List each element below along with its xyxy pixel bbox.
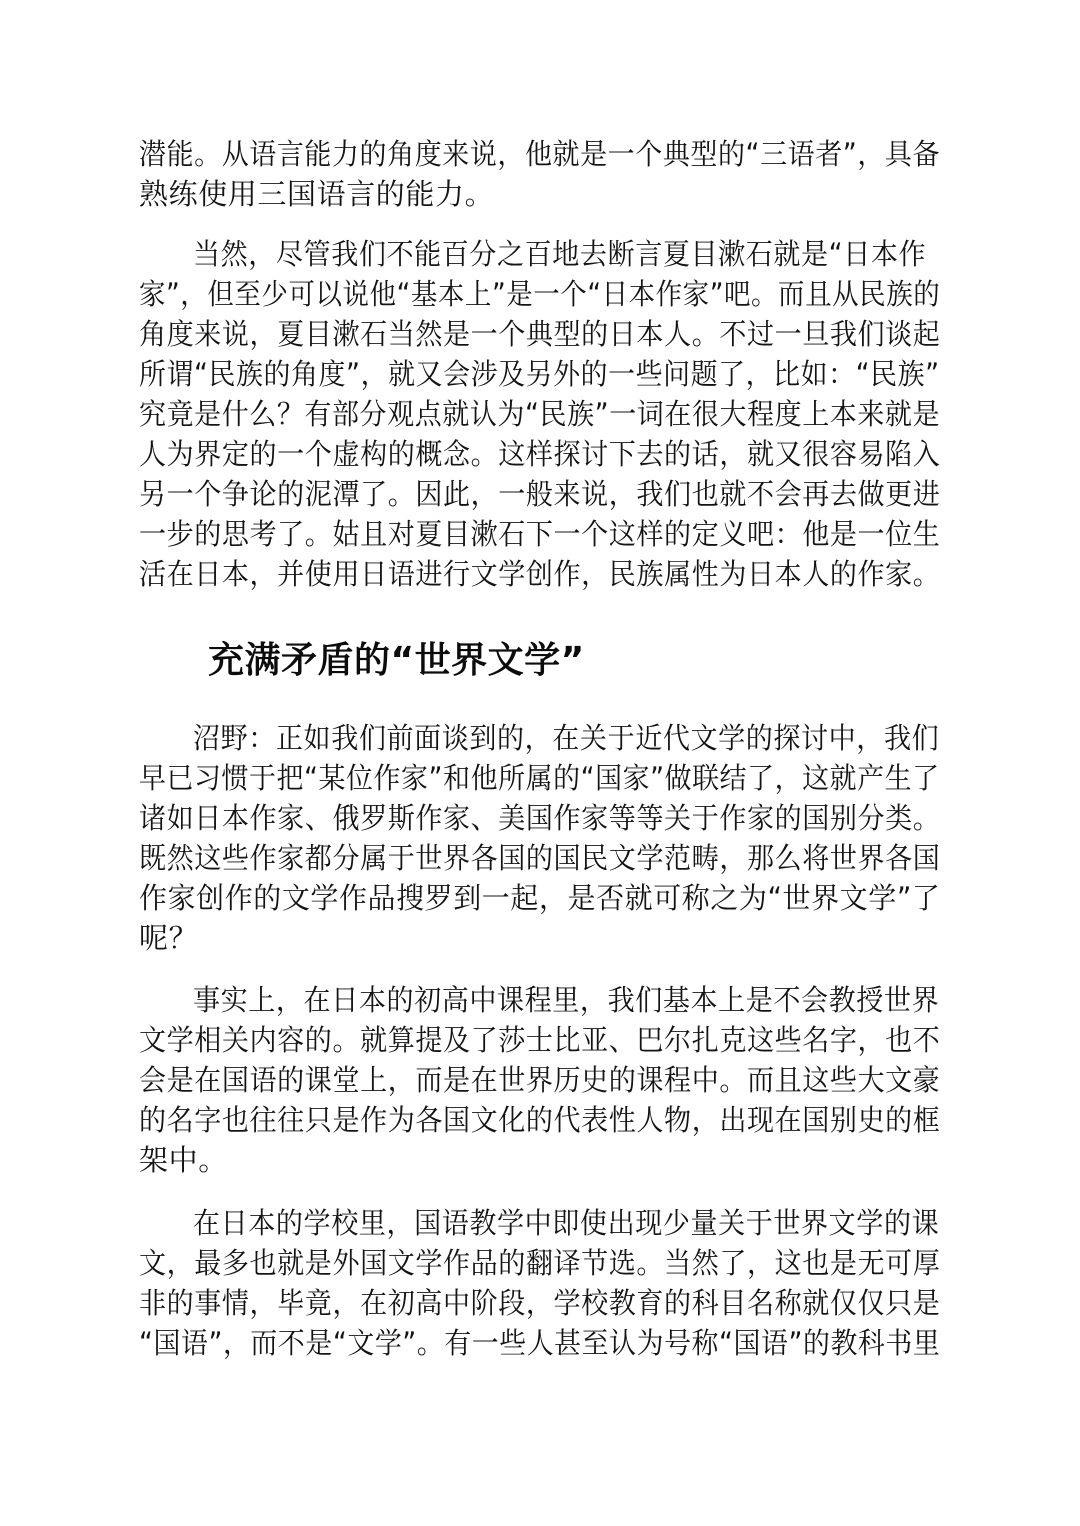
paragraph-5-line: 非的事情，毕竟，在初高中阶段，学校教育的科目名称就仅仅只是 bbox=[139, 1286, 941, 1320]
paragraph-2-line: 活在日本，并使用日语进行文学创作，民族属性为日本人的作家。 bbox=[139, 557, 941, 591]
paragraph-2-line: 角度来说，夏目漱石当然是一个典型的日本人。不过一旦我们谈起 bbox=[139, 317, 941, 351]
paragraph-4-line: 的名字也往往只是作为各国文化的代表性人物，出现在国别史的框 bbox=[139, 1103, 941, 1137]
paragraph-4-line: 文学相关内容的。就算提及了莎士比亚、巴尔扎克这些名字，也不 bbox=[139, 1023, 941, 1057]
paragraph-4-line: 会是在国语的课堂上，而是在世界历史的课程中。而且这些大文豪 bbox=[139, 1063, 941, 1097]
paragraph-5-line: “国语”，而不是“文学”。有一些人甚至认为号称“国语”的教科书里 bbox=[139, 1326, 941, 1360]
paragraph-1-line: 潜能。从语言能力的角度来说，他就是一个典型的“三语者”，具备 bbox=[139, 137, 941, 171]
paragraph-3-line: 既然这些作家都分属于世界各国的国民文学范畴，那么将世界各国 bbox=[139, 841, 941, 875]
paragraph-3-line: 早已习惯于把“某位作家”和他所属的“国家”做联结了，这就产生了 bbox=[139, 761, 940, 795]
paragraph-4-line: 事实上，在日本的初高中课程里，我们基本上是不会教授世界 bbox=[193, 983, 940, 1017]
paragraph-3-line: 作家创作的文学作品搜罗到一起，是否就可称之为“世界文学”了 bbox=[139, 881, 941, 915]
paragraph-2-line: 究竟是什么？有部分观点就认为“民族”一词在很大程度上本来就是 bbox=[139, 397, 941, 431]
paragraph-2-line: 一步的思考了。姑且对夏目漱石下一个这样的定义吧：他是一位生 bbox=[139, 517, 941, 551]
paragraph-2-line: 人为界定的一个虚构的概念。这样探讨下去的话，就又很容易陷入 bbox=[139, 437, 941, 471]
paragraph-2-line: 另一个争论的泥潭了。因此，一般来说，我们也就不会再去做更进 bbox=[139, 477, 941, 511]
paragraph-1-line: 熟练使用三国语言的能力。 bbox=[139, 177, 495, 211]
paragraph-3-line: 诸如日本作家、俄罗斯作家、美国作家等等关于作家的国别分类。 bbox=[139, 801, 941, 835]
paragraph-4-line: 架中。 bbox=[139, 1143, 228, 1177]
section-heading: 充满矛盾的“世界文学” bbox=[208, 640, 585, 681]
paragraph-3-line: 沼野：正如我们前面谈到的，在关于近代文学的探讨中，我们 bbox=[193, 721, 940, 755]
paragraph-5-line: 文，最多也就是外国文学作品的翻译节选。当然了，这也是无可厚 bbox=[139, 1246, 941, 1280]
paragraph-3-line: 呢？ bbox=[139, 921, 199, 955]
paragraph-2-line: 所谓“民族的角度”，就又会涉及另外的一些问题了，比如：“民族” bbox=[139, 357, 940, 391]
paragraph-2-line: 当然，尽管我们不能百分之百地去断言夏目漱石就是“日本作 bbox=[193, 237, 927, 271]
paragraph-2-line: 家”，但至少可以说他“基本上”是一个“日本作家”吧。而且从民族的 bbox=[139, 277, 941, 311]
paragraph-5-line: 在日本的学校里，国语教学中即使出现少量关于世界文学的课 bbox=[193, 1206, 940, 1240]
